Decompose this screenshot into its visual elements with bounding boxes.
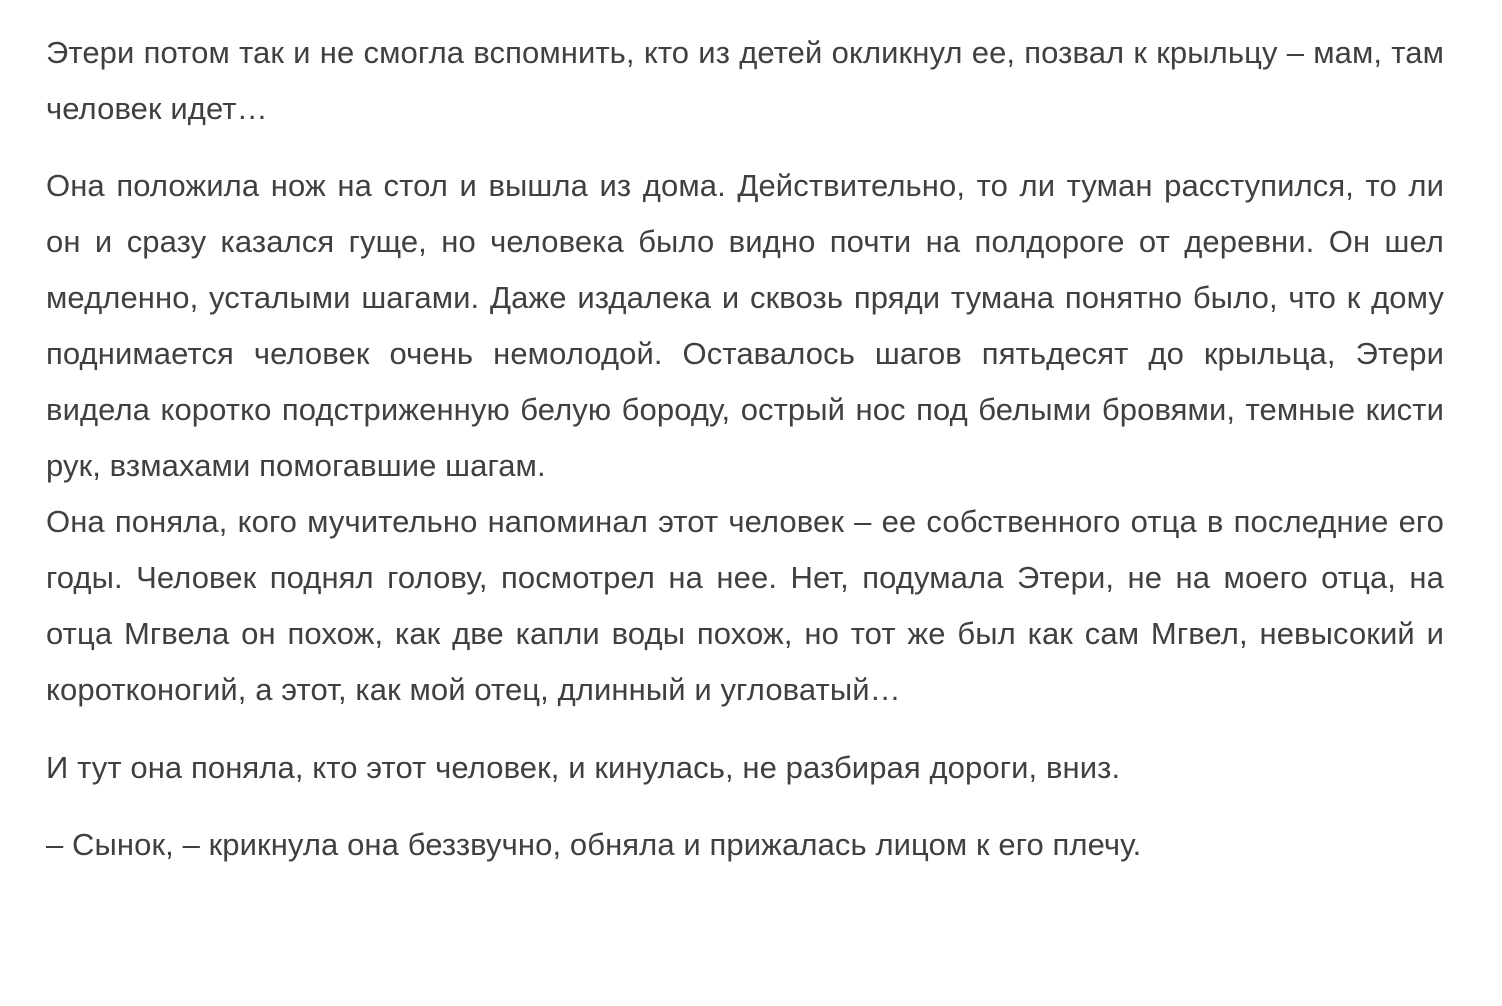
- article-body: [46, 0, 1444, 873]
- paragraph-3: Она поняла, кого мучительно напоминал этот человек – ее собственного отца в последние его годы. Человек поднял голову, посмотрел на нее. Нет, подумала Этери, не на моего отца, на отца Мгвела он похож, как две капли воды похож, но тот же был как сам Мгвел, невысокий и коротконогий, а этот, как мой отец, длинный и угловатый…: [46, 504, 1444, 707]
- paragraph-2: Она положила нож на стол и вышла из дома. Действительно, то ли туман расступился, то ли он и сразу казался гуще, но человека было видно почти на полдороге от деревни. Он шел медленно, усталыми шагами. Даже издалека и сквозь пряди тумана понятно было, что к дому поднимается человек очень немолодой. Оставалось шагов пятьдесят до крыльца, Этери видела коротко подстриженную белую бороду, острый нос под белыми бровями, темные кисти рук, взмахами помогавшие шагам.: [46, 168, 1444, 483]
- paragraph-1: Этери потом так и не смогла вспомнить, кто из детей окликнул ее, позвал к крыльцу – мам, там человек идет…: [46, 35, 1444, 126]
- paragraph-4: И тут она поняла, кто этот человек, и кинулась, не разбирая дороги, вниз.: [46, 750, 1121, 785]
- paragraph-5: – Сынок, – крикнула она беззвучно, обняла и прижалась лицом к его плечу.: [46, 827, 1142, 862]
